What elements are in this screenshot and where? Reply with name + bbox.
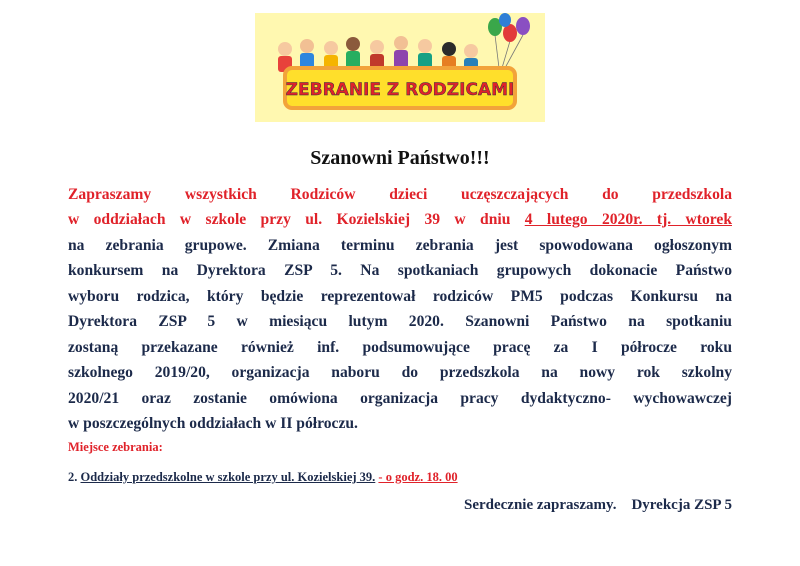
meeting-item-place: Oddziały przedszkolne w szkole przy ul. Kozielskiej 39. [80,470,376,484]
body-line-5: wyboru rodzica, który będzie reprezentował rodziców PM5 podczas Konkursu na [68,288,732,305]
body-line-9: 2020/21 oraz zostanie omówiona organizacja pracy dydaktyczno- wychowawczej [68,390,732,407]
signoff: Serdecznie zapraszamy. Dyrekcja ZSP 5 [463,497,732,513]
meeting-place-label: Miejsce zebrania: [68,440,163,454]
meeting-item-time: - o godz. 18. 00 [378,470,458,484]
meeting-place-item [68,470,458,485]
body-line-3: na zebrania grupowe. Zmiana terminu zebrania jest spowodowana ogłoszonym [68,237,732,254]
banner-image [255,13,545,122]
meeting-date: 4 lutego 2020r. tj. wtorek [524,211,732,228]
body-line-2 [68,210,732,230]
body-line-1: Zapraszamy wszystkich Rodziców dzieci uczęszczających do przedszkola [68,186,732,203]
body-line-8: szkolnego 2019/20, organizacja naboru do przedszkola na nowy rok szkolny [68,364,732,381]
body-line-7: zostaną przekazane również inf. podsumowujące pracę za I półrocze roku [68,339,732,356]
body-line-2-text: w oddziałach w szkole przy ul. Kozielskiej 39 w dniu [68,211,525,228]
banner-text: ZEBRANIE Z RODZICAMI [285,80,515,100]
greeting-heading: Szanowni Państwo!!! [310,147,490,169]
body-line-10: w poszczególnych oddziałach w II półroczu. [68,415,358,432]
meeting-item-number: 2. [68,470,78,484]
body-line-4: konkursem na Dyrektora ZSP 5. Na spotkaniach grupowych dokonacie Państwo [68,262,732,279]
body-line-6: Dyrektora ZSP 5 w miesiącu lutym 2020. Szanowni Państwo na spotkaniu [68,313,732,330]
